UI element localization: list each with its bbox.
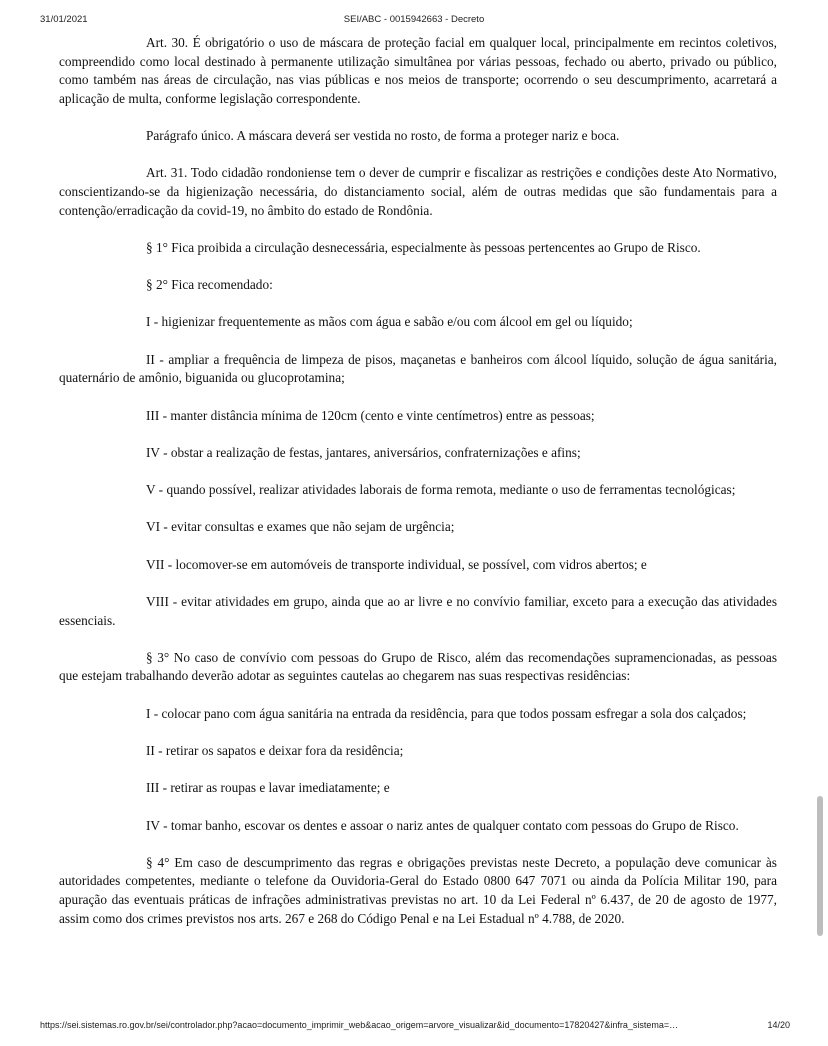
recommendation-item: I - higienizar frequentemente as mãos com água e sabão e/ou com álcool em gel ou líquido; (146, 314, 633, 330)
article-31-paragraph-3: § 3° No caso de convívio com pessoas do Grupo de Risco, além das recomendações supramencionadas, as pessoas que estejam trabalhando deverão adotar as seguintes cautelas ao chegarem nas suas respectivas residências: (59, 649, 777, 684)
caution-item: I - colocar pano com água sanitária na entrada da residência, para que todos possam esfregar a sola dos calçados; (146, 705, 747, 721)
article-31: Art. 31. Todo cidadão rondoniense tem o dever de cumprir e fiscalizar as restrições e condições deste Ato Normativo, conscientizando-se da higienização necessária, do distanciamento social, além de outras medidas que são fundamentais para a contenção/erradicação da covid-19, no âmbito do estado de Rondônia. (59, 165, 777, 218)
recommendation-item: V - quando possível, realizar atividades laborais de forma remota, mediante o uso de ferramentas tecnológicas; (146, 482, 736, 498)
caution-item: IV - tomar banho, escovar os dentes e assoar o nariz antes de qualquer contato com pessoas do Grupo de Risco. (146, 817, 739, 833)
document-url: https://sei.sistemas.ro.gov.br/sei/controlador.php?acao=documento_imprimir_web&acao_origem=arvore_visualizar&id_documento=17820427&infra_sistema=… (40, 1020, 679, 1030)
article-31-paragraph-1: § 1° Fica proibida a circulação desnecessária, especialmente às pessoas pertencentes ao Grupo de Risco. (146, 239, 701, 255)
recommendation-item: VII - locomover-se em automóveis de transporte individual, se possível, com vidros abertos; e (146, 556, 647, 572)
recommendation-item: VIII - evitar atividades em grupo, ainda que ao ar livre e no convívio familiar, exceto para a execução das atividades essenciais. (59, 593, 777, 628)
document-title: SEI/ABC - 0015942663 - Decreto (343, 14, 485, 25)
caution-item: III - retirar as roupas e lavar imediatamente; e (146, 780, 390, 796)
article-30-sole-paragraph: Parágrafo único. A máscara deverá ser vestida no rosto, de forma a proteger nariz e boca. (146, 128, 620, 144)
print-header (0, 14, 828, 30)
article-30: Art. 30. É obrigatório o uso de máscara de proteção facial em qualquer local, principalmente em recintos coletivos, compreendido como local destinado à permanente utilização simultânea por várias pessoas, fechado ou aberto, privado ou público, como também nas áreas de circulação, nas vias públicas e nos meios de transporte; ocorrendo o seu descumprimento, acarretará a aplicação de multa, conforme legislação correspondente. (59, 35, 777, 106)
scrollbar-thumb[interactable] (817, 796, 823, 936)
recommendation-item: VI - evitar consultas e exames que não sejam de urgência; (146, 519, 455, 535)
recommendation-item: IV - obstar a realização de festas, jantares, aniversários, confraternizações e afins; (146, 444, 581, 460)
article-31-paragraph-2: § 2° Fica recomendado: (146, 277, 273, 293)
print-date: 31/01/2021 (40, 14, 88, 25)
recommendation-item: II - ampliar a frequência de limpeza de pisos, maçanetas e banheiros com álcool líquido, solução de água sanitária, quaternário de amônio, biguanida ou glucoprotamina; (59, 351, 777, 386)
recommendation-item: III - manter distância mínima de 120cm (cento e vinte centímetros) entre as pessoas; (146, 407, 595, 423)
decree-body (59, 34, 777, 947)
article-31-paragraph-4: § 4° Em caso de descumprimento das regras e obrigações previstas neste Decreto, a população deve comunicar às autoridades competentes, mediante o telefone da Ouvidoria-Geral do Estado 0800 647 7071 ou ainda da Polícia Militar 190, para apuração das eventuais práticas de infrações administrativas previstas no art. 10 da Lei Federal nº 6.437, de 20 de agosto de 1977, assim como dos crimes previstos nos arts. 267 e 268 do Código Penal e na Lei Estadual nº 4.788, de 2020. (59, 854, 777, 926)
caution-item: II - retirar os sapatos e deixar fora da residência; (146, 742, 404, 758)
page-number: 14/20 (767, 1020, 790, 1030)
